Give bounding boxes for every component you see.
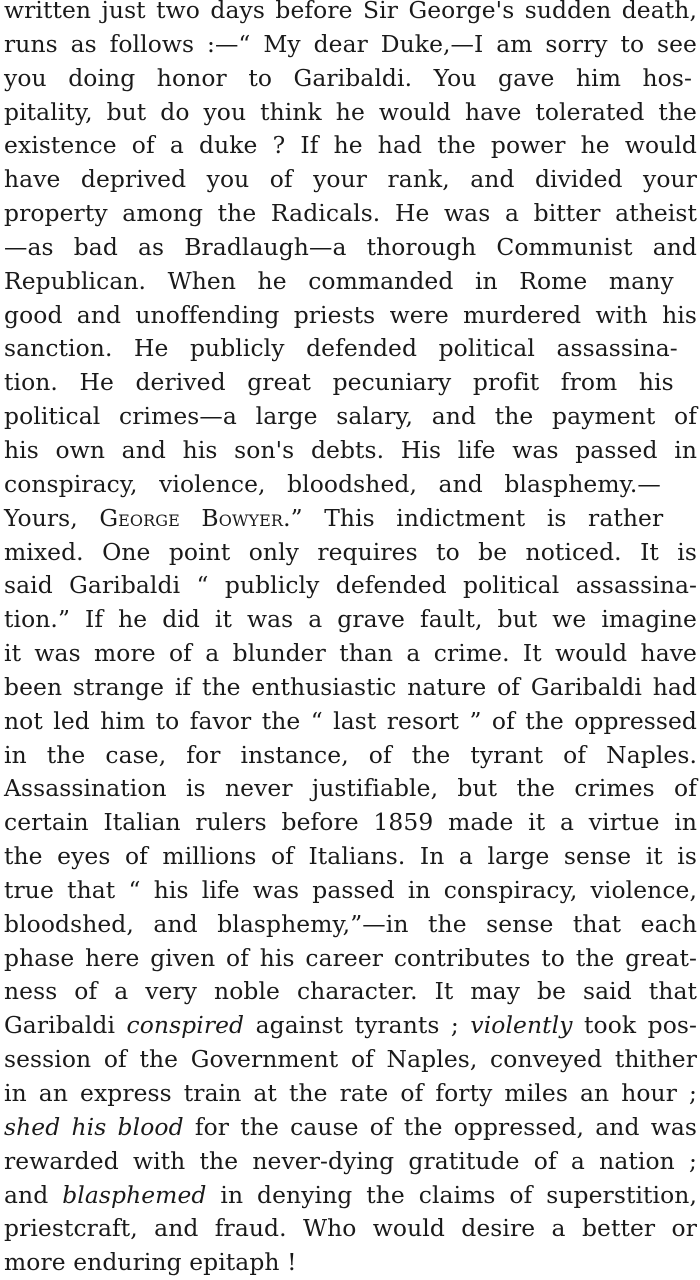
- text-line: rewarded with the never-dying gratitude of a nation ;: [4, 1146, 697, 1175]
- text-line: runs as follows :—“ My dear Duke,—I am sorry to see: [4, 29, 697, 58]
- text-line: it was more of a blunder than a crime. It would have: [4, 639, 697, 668]
- text-run: shed his blood: [4, 1112, 184, 1141]
- body-text: [4, 0, 697, 1280]
- text-line: the eyes of millions of Italians. In a large sense it is: [4, 842, 697, 871]
- text-line: pitality, but do you think he would have tolerated the: [4, 97, 697, 126]
- text-line: sanction. He publicly defended political assassina-: [4, 334, 678, 363]
- text-line: in an express train at the rate of forty miles an hour ;: [4, 1079, 697, 1107]
- text-run: .” This indictment is rather: [283, 503, 664, 532]
- text-line: you doing honor to Garibaldi. You gave him hos-: [4, 63, 692, 92]
- text-line: not led him to favor the “ last resort ” of the oppressed: [4, 706, 697, 735]
- text-line: priestcraft, and fraud. Who would desire a better or: [4, 1214, 697, 1243]
- text-line: certain Italian rulers before 1859 made it a virtue in: [4, 808, 697, 837]
- text-line: his own and his son's debts. His life was passed in: [4, 435, 697, 464]
- text-line: bloodshed, and blasphemy,”—in the sense that each: [4, 909, 697, 938]
- text-line: good and unoffending priests were murdered with his: [4, 300, 697, 329]
- text-run: George Bowyer: [99, 503, 284, 532]
- text-line: Republican. When he commanded in Rome many: [4, 266, 674, 295]
- text-run: conspired: [126, 1011, 245, 1040]
- text-line: [4, 1179, 697, 1213]
- text-line: true that “ his life was passed in conspiracy, violence,: [4, 875, 697, 904]
- text-line: mixed. One point only requires to be noticed. It is: [4, 537, 697, 566]
- text-line: ness of a very noble character. It may be said that: [4, 977, 697, 1006]
- text-run: blasphemed: [62, 1180, 207, 1209]
- text-line: have deprived you of your rank, and divided your: [4, 165, 697, 194]
- text-line: more enduring epitaph !: [4, 1248, 297, 1277]
- text-line: in the case, for instance, of the tyrant of Naples.: [4, 740, 697, 769]
- text-line: [4, 1111, 697, 1145]
- text-run: Yours,: [4, 503, 100, 532]
- text-line: —as bad as Bradlaugh—a thorough Communist and: [4, 232, 697, 261]
- text-run: Garibaldi: [4, 1011, 127, 1040]
- text-run: violently: [470, 1011, 573, 1040]
- text-run: took pos-: [572, 1011, 697, 1040]
- text-run: against tyrants ;: [244, 1011, 471, 1040]
- text-line: Assassination is never justifiable, but the crimes of: [4, 774, 697, 803]
- text-line: been strange if the enthusiastic nature of Garibaldi had: [4, 672, 697, 701]
- text-line: tion.” If he did it was a grave fault, but we imagine: [4, 605, 697, 634]
- text-run: in denying the claims of superstition,: [206, 1180, 697, 1209]
- text-line: property among the Radicals. He was a bitter atheist: [4, 199, 697, 228]
- text-line: [4, 502, 697, 536]
- text-line: [4, 1009, 697, 1043]
- text-line: phase here given of his career contributes to the great-: [4, 943, 697, 972]
- text-line: written just two days before Sir George's sudden death,: [4, 0, 697, 24]
- text-line: said Garibaldi “ publicly defended political assassina-: [4, 571, 697, 600]
- text-run: and: [4, 1180, 63, 1209]
- text-line: session of the Government of Naples, conveyed thither: [4, 1045, 697, 1074]
- text-run: for the cause of the oppressed, and was: [183, 1112, 697, 1141]
- text-line: political crimes—a large salary, and the payment of: [4, 402, 697, 431]
- text-line: conspiracy, violence, bloodshed, and blasphemy.—: [4, 469, 661, 498]
- text-line: tion. He derived great pecuniary profit from his: [4, 368, 674, 397]
- text-line: existence of a duke ? If he had the power he would: [4, 131, 697, 160]
